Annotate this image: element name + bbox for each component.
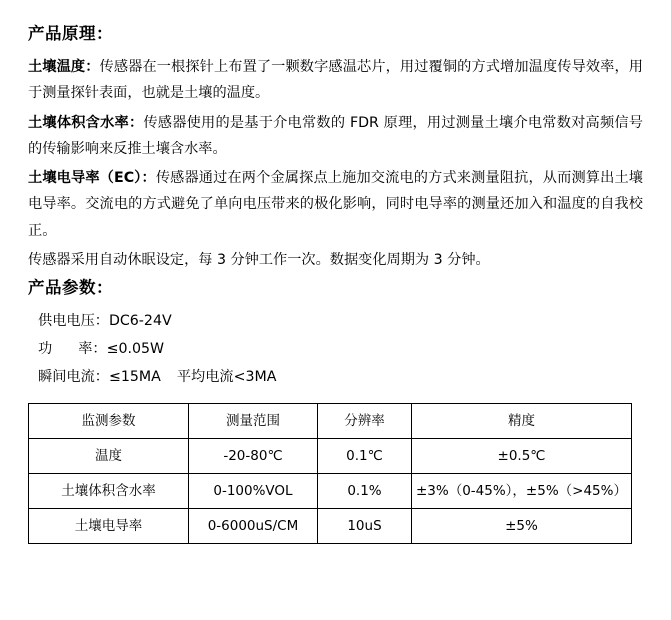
paragraph-sleep-mode [28, 247, 643, 273]
spec-current-extra: 平均电流<3MA [176, 368, 277, 385]
paragraph-lead: 土壤温度： [28, 59, 100, 76]
table-cell: ±3%（0-45%），±5%（>45%） [411, 474, 631, 509]
paragraph-lead: 土壤电导率（EC）： [28, 170, 156, 187]
spec-table [28, 403, 632, 544]
table-cell: ±5% [411, 509, 631, 544]
spec-power-prefix: 功 [38, 341, 53, 357]
paragraph-lead: 土壤体积含水率： [28, 114, 144, 131]
spec-power-value: 率：≤0.05W [78, 341, 165, 357]
paragraph-soil-moisture [28, 110, 643, 163]
spec-line-current [28, 364, 643, 392]
page-title: 产品原理： [28, 24, 113, 43]
table-row [29, 474, 632, 509]
table-header-cell: 精度 [411, 404, 631, 439]
table-header-row [29, 404, 632, 439]
table-cell: -20-80℃ [188, 439, 317, 474]
table-cell: 温度 [29, 439, 189, 474]
table-row [29, 509, 632, 544]
table-cell: 土壤体积含水率 [29, 474, 189, 509]
table-cell: 10uS [318, 509, 412, 544]
table-cell: ±0.5℃ [411, 439, 631, 474]
table-header-cell: 测量范围 [188, 404, 317, 439]
paragraph-text: 传感器使用的是基于介电常数的 FDR 原理，用过测量土壤介电常数对高频信号的传输影响来反推土壤含水率。 [28, 114, 643, 157]
paragraph-text: 传感器通过在两个金属探点上施加交流电的方式来测量阻抗，从而测算出土壤电导率。交流电的方式避免了单向电压带来的极化影响，同时电导率的测量还加入和温度的自我校正。 [28, 170, 643, 239]
paragraph-text: 传感器采用自动休眠设定，每 3 分钟工作一次。数据变化周期为 3 分钟。 [28, 251, 490, 268]
paragraph-soil-temperature [28, 54, 643, 107]
params-section-title: 产品参数： [28, 278, 113, 298]
spec-current-value: 瞬间电流：≤15MA [38, 368, 161, 385]
table-header-cell: 分辨率 [318, 404, 412, 439]
paragraph-text: 传感器在一根探针上布置了一颗数字感温芯片，用过覆铜的方式增加温度传导效率，用于测量探针表面，也就是土壤的温度。 [28, 59, 643, 102]
table-row [29, 439, 632, 474]
table-cell: 0.1℃ [318, 439, 412, 474]
paragraph-soil-ec [28, 165, 643, 244]
table-cell: 0-6000uS/CM [188, 509, 317, 544]
spec-line-power [28, 336, 643, 364]
table-cell: 土壤电导率 [29, 509, 189, 544]
spec-line-voltage: 供电电压：DC6-24V [38, 313, 172, 330]
table-header-cell: 监测参数 [29, 404, 189, 439]
table-cell: 0.1% [318, 474, 412, 509]
table-cell: 0-100%VOL [188, 474, 317, 509]
